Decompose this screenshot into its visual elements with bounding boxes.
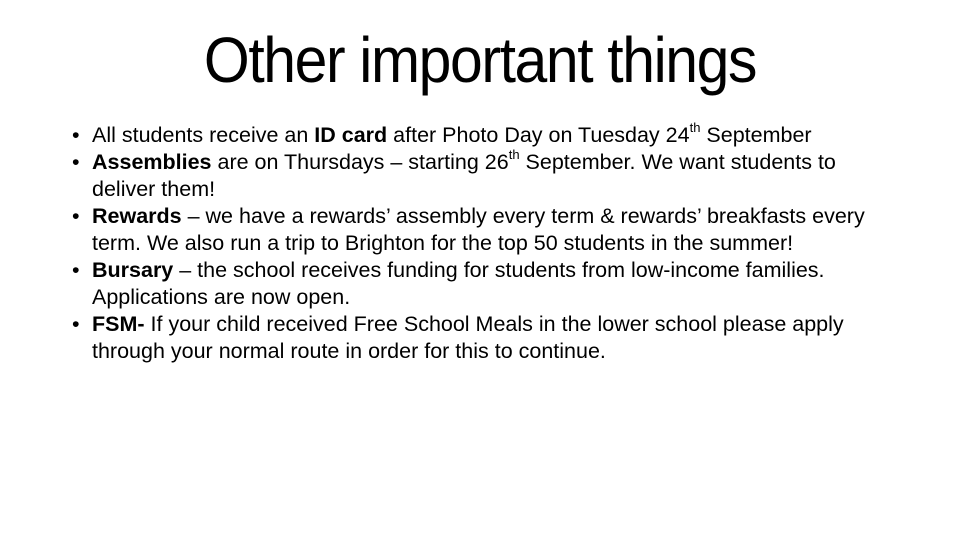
slide-title: Other important things: [203, 24, 757, 96]
bullet-text: All students receive an ID card after Photo Day on Tuesday 24th September: [92, 119, 812, 147]
bullet-assemblies: [72, 146, 892, 203]
bullet-marker: •: [72, 258, 80, 282]
bullet-text: Bursary – the school receives funding for students from low-income families. Applications are now open.: [92, 258, 825, 309]
bullet-fsm: [72, 311, 892, 365]
bullet-list: [72, 119, 892, 365]
bullet-marker: •: [72, 312, 80, 336]
bullet-marker: •: [72, 123, 80, 147]
bullet-rewards: [72, 203, 892, 257]
bullet-text: FSM- If your child received Free School Meals in the lower school please apply through your normal route in order for this to continue.: [92, 312, 844, 363]
bullet-bursary: [72, 257, 892, 311]
bullet-text: Rewards – we have a rewards’ assembly every term & rewards’ breakfasts every term. We also run a trip to Brighton for the top 50 students in the summer!: [92, 204, 865, 255]
bullet-text: Assemblies are on Thursdays – starting 26th September. We want students to deliver them!: [92, 146, 836, 201]
bullet-marker: •: [72, 150, 80, 174]
bullet-id-card: [72, 119, 892, 149]
bullet-marker: •: [72, 204, 80, 228]
